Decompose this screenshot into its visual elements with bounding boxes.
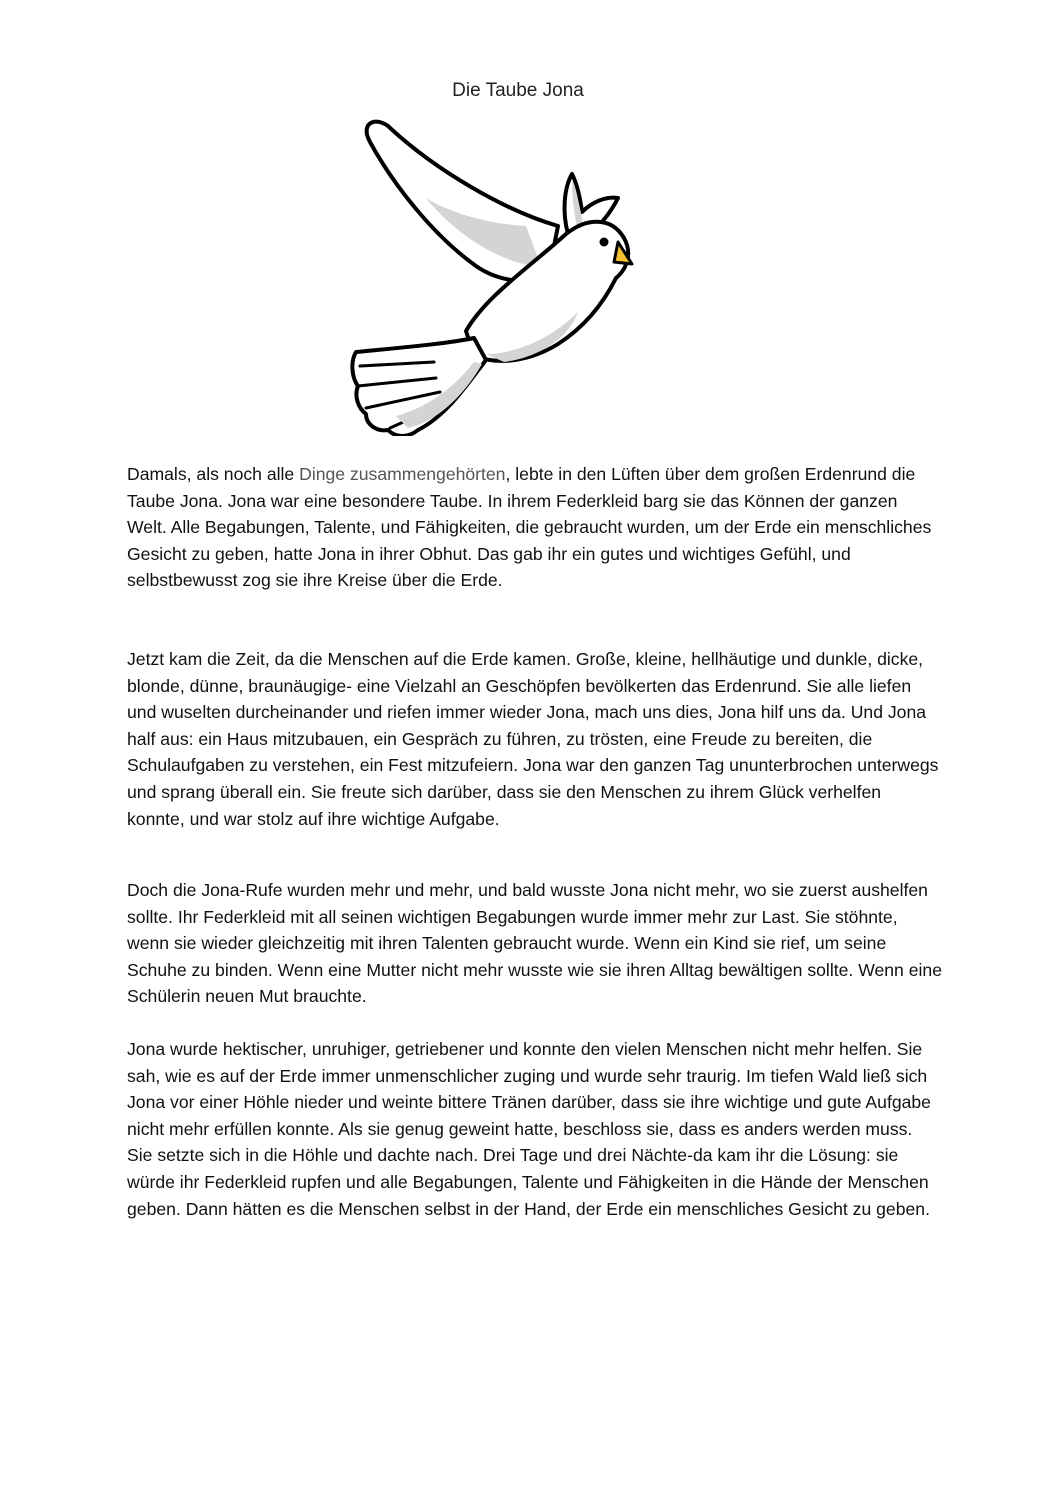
paragraph-2-text: Jetzt kam die Zeit, da die Menschen auf die Erde kamen. Große, kleine, hellhäutige und dunkle, dicke, blonde, dünne, braunäugige- eine Vielzahl an Geschöpfen bevölkerten das Erdenrund. Sie alle liefen und wuselten durcheinander und riefen immer wieder Jona, mach uns dies, Jona hilf uns da. Und Jona half aus: ein Haus mitzubauen, ein Gespräch zu führen, zu trösten, eine Freude zu bereiten, die Schulaufgaben zu verstehen, ein Fest mitzufeiern. Jona war den ganzen Tag ununterbrochen unterwegs und sprang überall ein. Sie freute sich darüber, dass sie den Menschen zu ihrem Glück verhelfen konnte, und war stolz auf ihre wichtige Aufgabe. [127, 649, 939, 829]
paragraph-4 [127, 1036, 942, 1222]
document-title: Die Taube Jona [452, 80, 584, 101]
paragraph-3-text: Doch die Jona-Rufe wurden mehr und mehr, und bald wusste Jona nicht mehr, wo sie zuerst aushelfen sollte. Ihr Federkleid mit all seinen wichtigen Begabungen wurde immer mehr zur Last. Sie stöhnte, wenn sie wieder gleichzeitig mit ihren Talenten gebraucht wurde. Wenn ein Kind sie rief, um seine Schuhe zu binden. Wenn eine Mutter nicht mehr wusste wie sie ihren Alltag bewältigen sollte. Wenn eine Schülerin neuen Mut brauchte. [127, 880, 942, 1007]
paragraph-2 [127, 646, 942, 832]
paragraph-1 [127, 461, 942, 594]
paragraph-4-text: Jona wurde hektischer, unruhiger, getriebener und konnte den vielen Menschen nicht mehr helfen. Sie sah, wie es auf der Erde immer unmenschlicher zuging und wurde sehr traurig. Im tiefen Wald ließ sich Jona vor einer Höhle nieder und weinte bittere Tränen darüber, dass sie ihre wichtige und gute Aufgabe nicht mehr erfüllen konnte. Als sie genug geweint hatte, beschloss sie, dass es anders werden muss. Sie setzte sich in die Höhle und dachte nach. Drei Tage und drei Nächte-da kam ihr die Lösung: sie würde ihr Federkleid rupfen und alle Begabungen, Talente und Fähigkeiten in die Hände der Menschen geben. Dann hätten es die Menschen selbst in der Hand, der Erde ein menschliches Gesicht zu geben. [127, 1039, 931, 1219]
paragraph-1-lead: Damals, als noch alle [127, 464, 300, 484]
paragraph-1-rest: , lebte in den Lüften über dem großen Erdenrund die Taube Jona. Jona war eine besondere Taube. In ihrem Federkleid barg sie das Können der ganzen Welt. Alle Begabungen, Talente, und Fähigkeiten, die gebraucht wurden, um der Erde ein menschliches Gesicht zu geben, hatte Jona in ihrer Obhut. Das gab ihr ein gutes und wichtiges Gefühl, und selbstbewusst zog sie ihre Kreise über die Erde. [127, 464, 932, 591]
dove-icon [336, 116, 646, 436]
paragraph-3 [127, 877, 942, 1010]
paragraph-1-highlight: Dinge zusammengehörten [299, 464, 506, 484]
